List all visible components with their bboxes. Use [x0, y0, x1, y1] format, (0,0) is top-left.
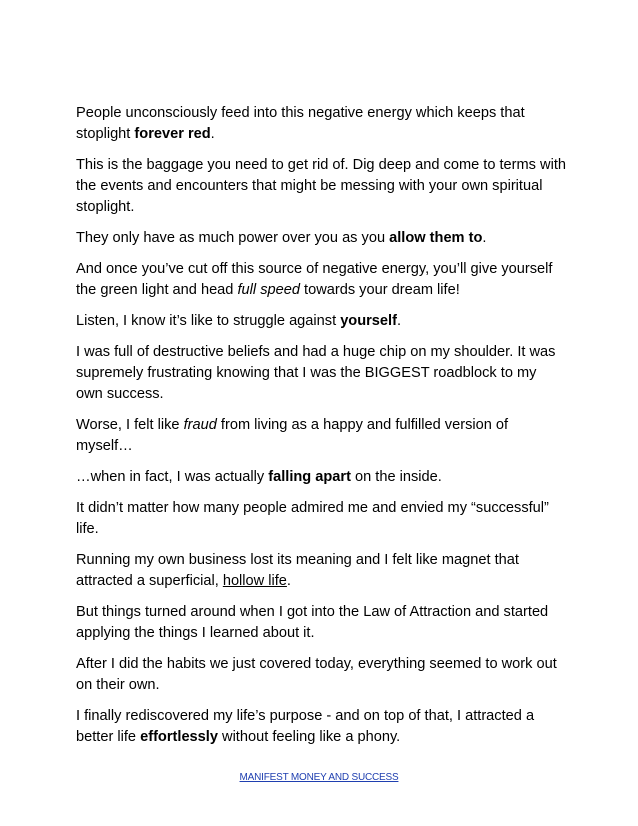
- bold-text-run: yourself: [340, 313, 397, 329]
- bold-text-run: effortlessly: [140, 729, 218, 745]
- paragraph: [76, 550, 566, 592]
- paragraph: [76, 311, 566, 332]
- paragraph: [76, 342, 566, 405]
- text-run: from living as a happy and fulfilled version of myself…: [76, 417, 509, 454]
- paragraph: [76, 228, 566, 249]
- paragraph: [76, 498, 566, 540]
- paragraph: [76, 259, 566, 301]
- text-run: I finally rediscovered my life’s purpose - and on top of that, I attracted a better life: [76, 708, 535, 745]
- bold-text-run: allow them to: [389, 230, 483, 246]
- bold-text-run: forever red: [134, 126, 211, 142]
- text-run: This is the baggage you need to get rid of. Dig deep and come to terms with the events and encounters that might be messing with your own spiritual stoplight.: [76, 157, 566, 215]
- paragraph: [76, 103, 566, 145]
- paragraph: [76, 415, 566, 457]
- footer-link[interactable]: MANIFEST MONEY AND SUCCESS: [239, 772, 399, 783]
- italic-text-run: full speed: [237, 282, 300, 298]
- paragraph: [76, 706, 566, 748]
- text-run: They only have as much power over you as you: [76, 230, 390, 246]
- text-run: .: [286, 573, 291, 589]
- italic-text-run: fraud: [183, 417, 217, 433]
- text-run: on the inside.: [350, 469, 442, 485]
- bold-text-run: falling apart: [268, 469, 351, 485]
- text-run: Running my own business lost its meaning and I felt like magnet that attracted a superficial,: [76, 552, 519, 589]
- text-run: .: [482, 230, 487, 246]
- underlined-text-run: hollow life: [222, 573, 287, 589]
- paragraph: [76, 467, 566, 488]
- text-run: towards your dream life!: [299, 282, 460, 298]
- page-body: [76, 103, 566, 758]
- text-run: I was full of destructive beliefs and had a huge chip on my shoulder. It was supremely frustrating knowing that I was the BIGGEST roadblock to my own success.: [76, 344, 556, 402]
- text-run: It didn’t matter how many people admired me and envied my “successful” life.: [76, 500, 549, 537]
- text-run: .: [396, 313, 402, 329]
- text-run: Listen, I know it’s like to struggle against: [76, 313, 341, 329]
- paragraph: [76, 155, 566, 218]
- paragraph: [76, 654, 566, 696]
- text-run: Worse, I felt like: [76, 417, 184, 433]
- paragraph: [76, 602, 566, 644]
- text-run: People unconsciously feed into this negative energy which keeps that stoplight: [76, 105, 525, 142]
- text-run: But things turned around when I got into the Law of Attraction and started applying the things I learned about it.: [76, 604, 549, 641]
- text-run: After I did the habits we just covered today, everything seemed to work out on their own.: [76, 656, 557, 693]
- text-run: …when in fact, I was actually: [76, 469, 269, 485]
- text-run: And once you’ve cut off this source of negative energy, you’ll give yourself the green light and head: [76, 261, 553, 298]
- text-run: without feeling like a phony.: [217, 729, 401, 745]
- text-run: .: [210, 126, 215, 142]
- page-footer: [0, 772, 638, 784]
